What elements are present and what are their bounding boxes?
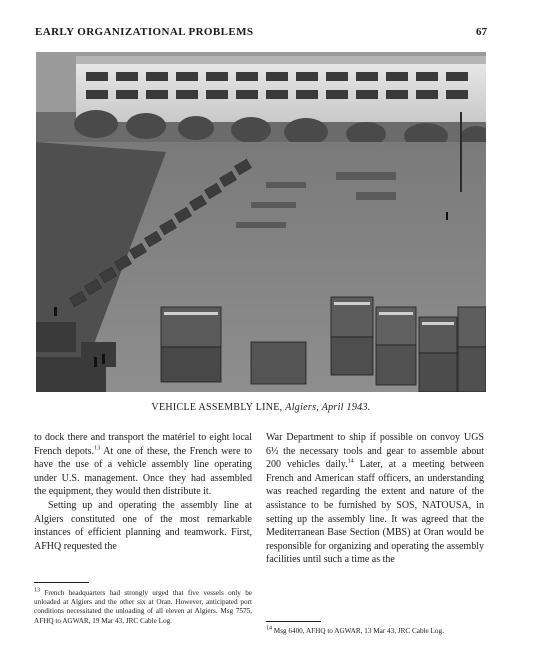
footnote-text: Msg 6400, AFHQ to AGWAR, 13 Mar 43, JRC Cable Log. [272,627,444,635]
left-column [34,431,252,553]
running-title: EARLY ORGANIZATIONAL PROBLEMS [35,26,254,38]
footnote-divider [34,582,89,583]
page-header [35,26,487,42]
text-span: War Department to ship if possible on convoy UGS 6½ the necessary tools and gear to assemble about 200 vehicles daily. [266,432,484,471]
text-span: to dock there and transport the matériel to eight local French depots. [34,432,252,457]
right-column [266,431,484,567]
vehicle-assembly-photo [36,52,486,392]
footnote-text: French headquarters had strongly urged that five vessels only be unloaded at Algiers and the other six at Oran. However, anticipated port conditions necessitated the unloading of all eleven at Algiers. Msg 7575, AFHQ to AGWAR, 19 Mar 43, JRC Cable Log. [34,589,252,625]
footnote-ref: 13 [94,445,101,452]
paragraph [266,431,484,567]
footnote-ref: 14 [347,458,354,465]
page-number: 67 [476,26,487,38]
paragraph: Setting up and operating the assembly line at Algiers constituted one of the most remarkable instances of efficient planning and teamwork. First, AFHQ requested the [34,499,252,552]
figure-caption [36,402,486,413]
caption-place: Algiers, April 1943. [285,402,371,413]
paragraph [34,431,252,499]
text-span: Later, at a meeting between French and American staff officers, an understanding was reached regarding the extent and nature of the assistance to be furnished by SOS, NATOUSA, in setting up the assembly line. It was agreed that the Mediterranean Base Section (MBS) at Oran would be responsible for organizing and operating the assembly facilities until such a time as the [266,459,484,566]
caption-title: VEHICLE ASSEMBLY LINE, [151,402,283,413]
footnote-14 [266,627,484,636]
text-span: At one of these, the French were to have the use of a vehicle assembly line operating under U.S. management. Once they had assembled the equipment, they would then distribute it. [34,445,252,498]
footnote-divider [266,621,321,622]
footnote-mark: 14 [266,625,272,632]
footnote-13 [34,589,252,626]
footnote-mark: 13 [34,587,40,594]
